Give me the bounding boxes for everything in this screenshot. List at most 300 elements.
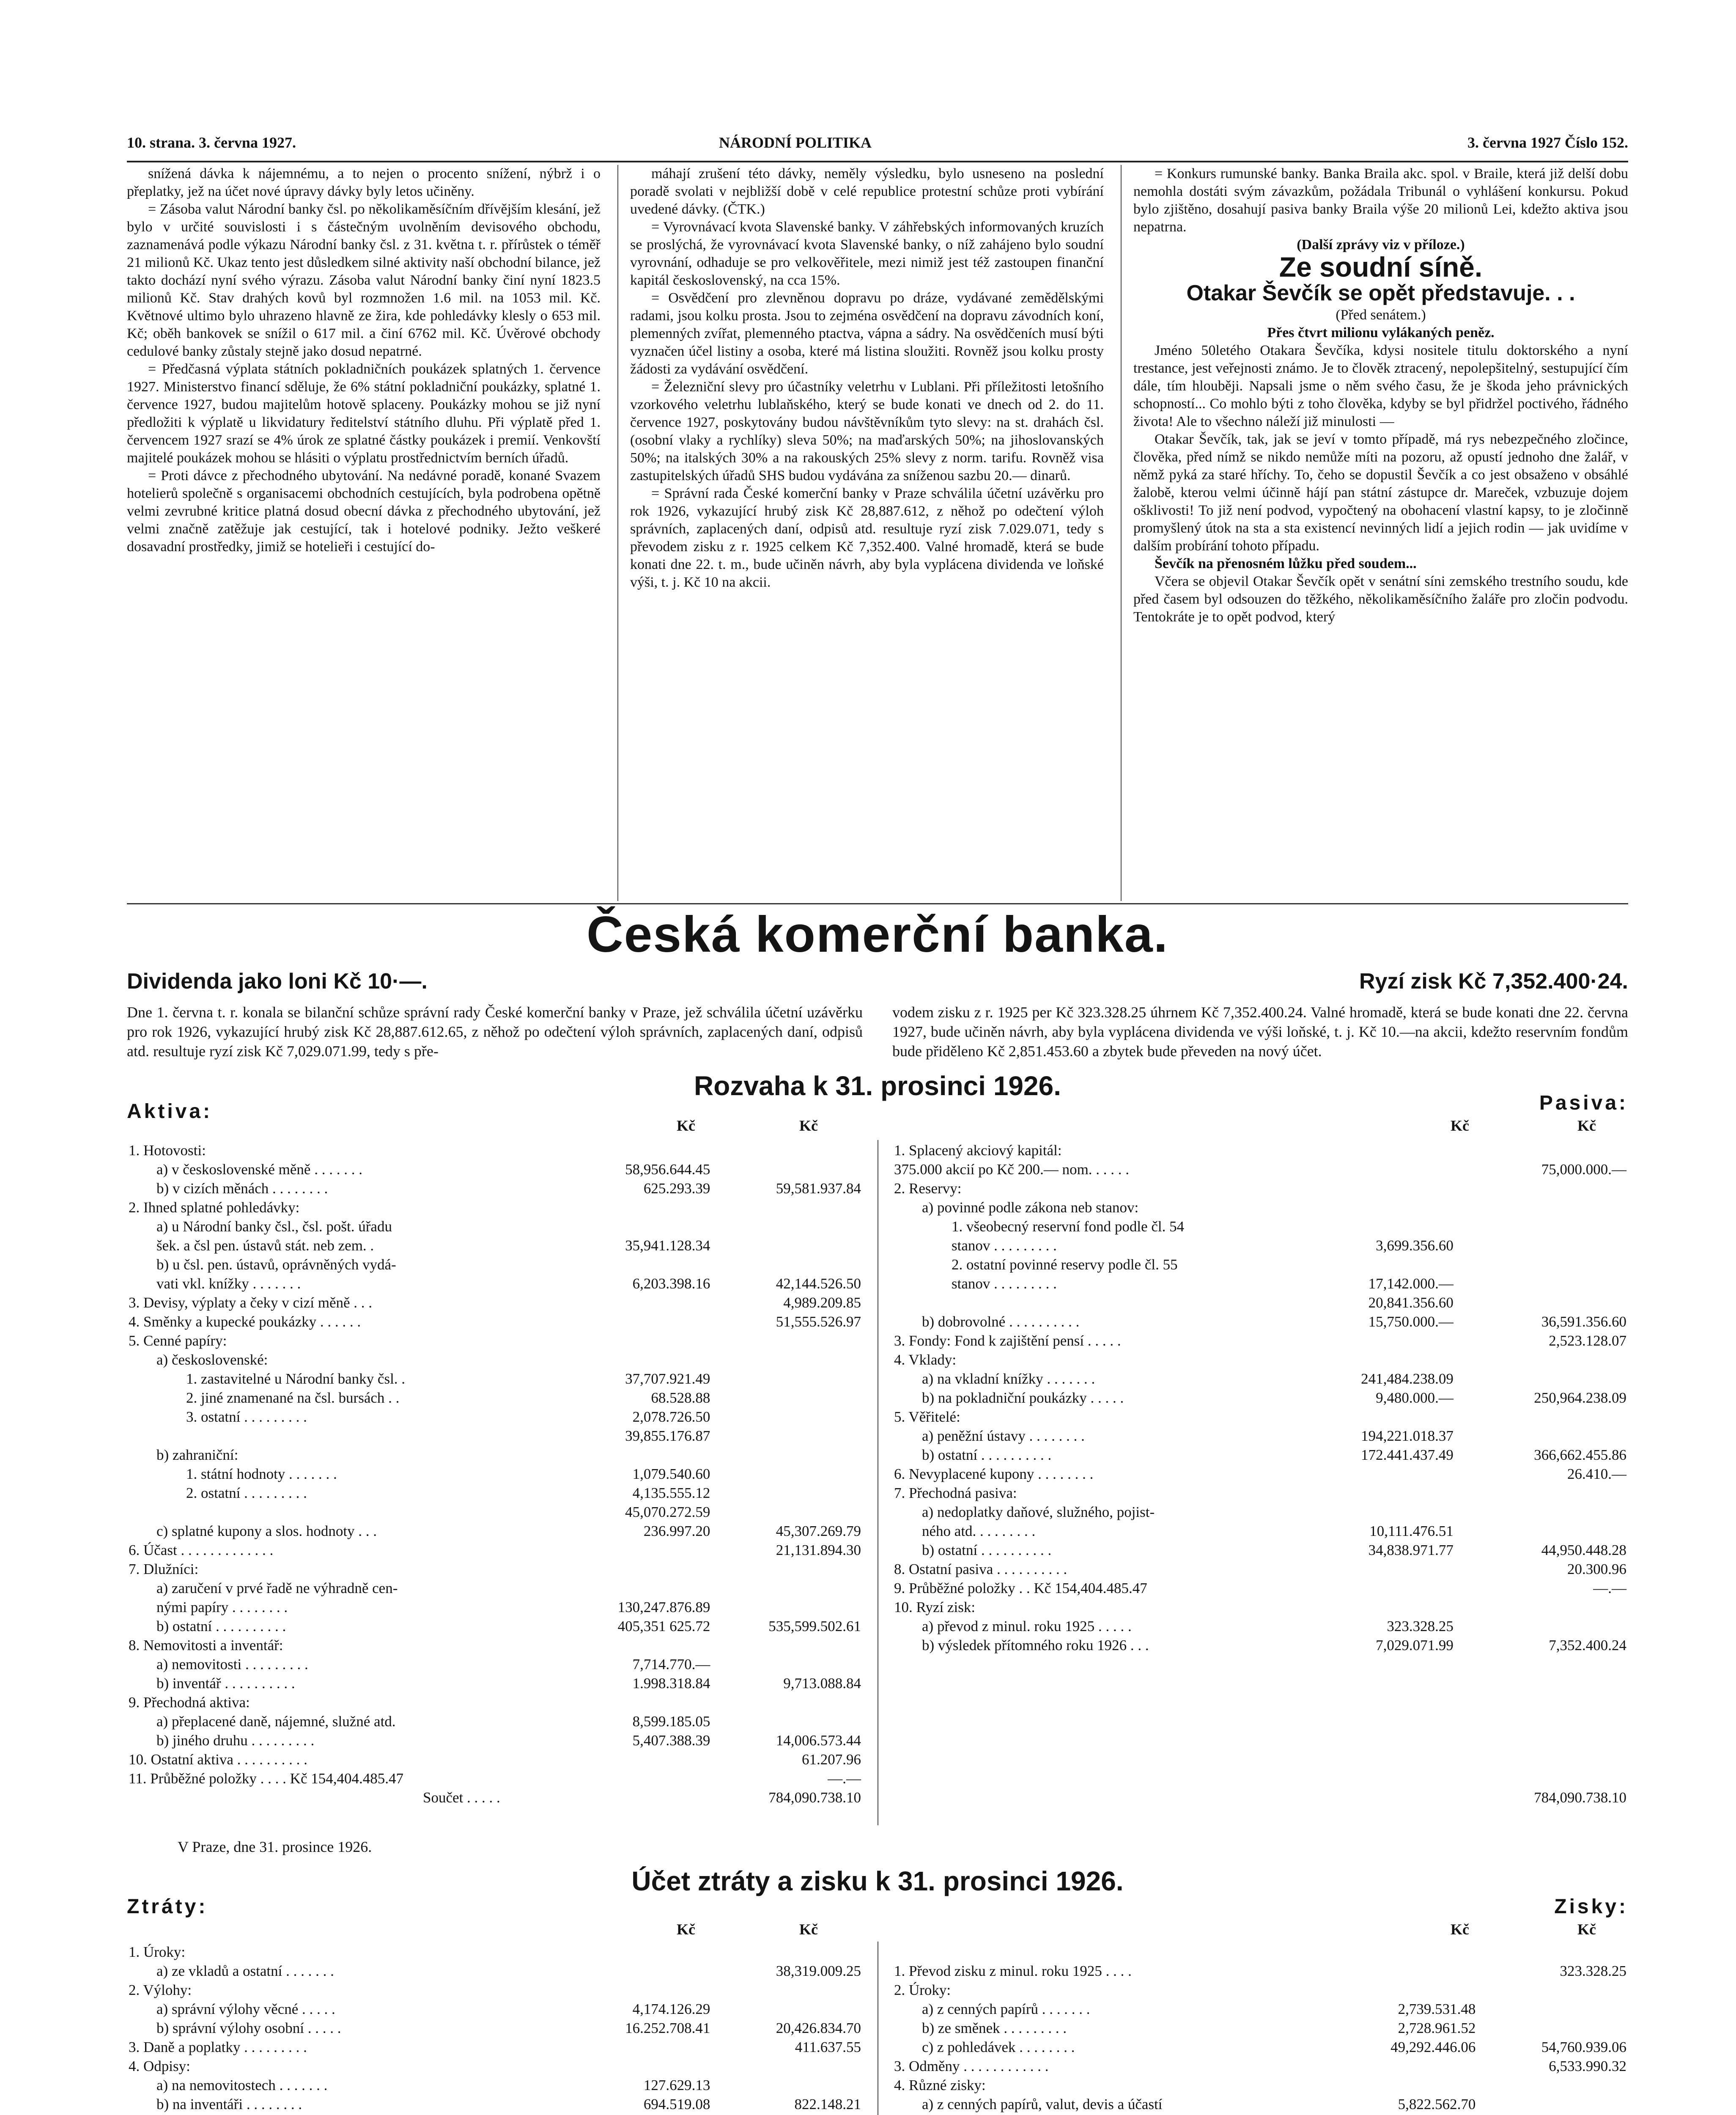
row-amount: 7,352.400.24 — [1549, 1637, 1626, 1654]
header-left: 10. strana. 3. června 1927. — [127, 134, 296, 151]
row-label: a) nedoplatky daňové, služného, pojist- — [922, 1504, 1155, 1520]
row-amount: 14,006.573.44 — [776, 1732, 861, 1749]
row-label — [892, 1942, 1327, 1961]
row-amount: 59,581.937.84 — [776, 1180, 861, 1197]
row-amount — [712, 1387, 863, 1406]
table-row — [892, 2094, 1628, 2113]
table-row — [127, 1980, 863, 1999]
row-amount: 38,319.009.25 — [776, 1963, 861, 1979]
row-amount — [1282, 1330, 1455, 1349]
row-amount: 9,480.000.— — [1376, 1390, 1454, 1406]
row-amount — [1282, 1768, 1455, 1787]
table-row — [127, 1502, 863, 1521]
row-amount — [712, 1483, 863, 1502]
row-amount — [712, 2113, 863, 2115]
row-amount: 4,174.126.29 — [632, 2001, 710, 2017]
row-amount — [1282, 1787, 1455, 1806]
table-row — [892, 1521, 1628, 1540]
row-amount: 4,135.555.12 — [632, 1485, 710, 1501]
table-row — [127, 1999, 863, 2018]
table-row — [892, 2113, 1628, 2115]
table-row — [892, 1578, 1628, 1597]
court-para: Otakar Ševčík, tak, jak se jeví v tomto případě, má rys nebezpečného zločince, člověka, před nímž se nikdo nemůže míti na pozoru, až opustí jednoho dne žalář, v němž pyká za staré hříchy. To, čeho se dopustil Ševčík a co jest obsaženo v obsáhlé žalobě, kterou velmi účinně hájí pan státní zástupce dr. Mareček, vzbuzuje dojem ošklivosti! To již není podvod, vypočtený na obohacení vlastní kapsy, to je zločinně promyšlený útok na sta a sta existencí nevinných lidí a jejich rodin — jak uvidíme v dalším probírání tohoto případu. — [1133, 431, 1628, 554]
row-amount: 1.998.318.84 — [632, 1675, 710, 1692]
row-amount: 4,989.209.85 — [783, 1294, 861, 1311]
row-label — [892, 1730, 1282, 1749]
row-label: a) na nemovitostech . . . . . . . — [156, 2077, 328, 2093]
table-row — [127, 1368, 863, 1387]
row-amount: 58,956.644.45 — [625, 1161, 710, 1178]
table-row — [127, 1616, 863, 1635]
table-row — [892, 1159, 1628, 1178]
row-amount: 7,029.071.99 — [1376, 1637, 1454, 1654]
row-label: 3. Odměny . . . . . . . . . . . . — [894, 2058, 1049, 2074]
row-amount — [1282, 1673, 1455, 1692]
row-amount — [712, 1197, 863, 1216]
col1-para: = Proti dávce z přechodného ubytování. Na nedávné poradě, konané Svazem hotelierů společně s organisacemi obchodních cestujících, byla podrobena opětně velmi zevrubné kritice platná dosud obecní dávka z přechodného ubytování, jež velmi značně zatěžuje jak cestující, tak i hotelové podniky. Ježto veškeré dosavadní prostředky, jimiž se hotelieři i cestující do- — [127, 468, 601, 555]
table-row — [127, 1578, 863, 1597]
table-row — [127, 1273, 863, 1292]
balance-title: Rozvaha k 31. prosinci 1926. — [694, 1071, 1061, 1101]
table-row — [127, 2037, 863, 2056]
row-label: a) z cenných papírů, valut, devis a účastí — [922, 2096, 1163, 2112]
row-amount — [712, 1711, 863, 1730]
table-row — [127, 2113, 863, 2115]
row-amount — [1455, 1692, 1628, 1711]
row-amount — [1455, 1292, 1628, 1311]
row-label: a) zaručení v prvé řadě ne výhradně cen- — [156, 1580, 398, 1596]
row-label — [892, 1673, 1282, 1692]
row-amount — [712, 1426, 863, 1445]
header-title: NÁRODNÍ POLITIKA — [719, 134, 872, 151]
row-amount — [1455, 1654, 1628, 1673]
row-amount: 6,533.990.32 — [1549, 2058, 1626, 2074]
row-amount — [561, 2113, 712, 2115]
table-row — [892, 2018, 1628, 2037]
section-rule — [127, 903, 1628, 904]
table-row — [127, 1961, 863, 1980]
row-amount — [561, 1768, 712, 1787]
court-subtitle: Otakar Ševčík se opět představuje. . . — [1186, 281, 1575, 305]
pasiva-table — [892, 1140, 1628, 1806]
table-row — [127, 1178, 863, 1197]
row-label: c) z pohledávek . . . . . . . . — [922, 2039, 1075, 2055]
row-label: b) výsledek přítomného roku 1926 . . . — [922, 1637, 1149, 1654]
row-amount — [561, 1330, 712, 1349]
dividend-subtitle: Dividenda jako loni Kč 10·—. — [127, 969, 428, 994]
row-label: b) správní výlohy osobní . . . . . — [156, 2020, 341, 2036]
row-label: a) přeplacené daně, nájemné, služné atd. — [156, 1713, 396, 1730]
row-amount — [1455, 1273, 1628, 1292]
row-label: 8. Ostatní pasiva . . . . . . . . . . — [894, 1561, 1067, 1577]
currency-label: Kč — [677, 1117, 695, 1134]
table-row — [892, 1368, 1628, 1387]
row-label: a) československé: — [156, 1351, 268, 1368]
row-amount — [561, 2056, 712, 2075]
row-amount — [1455, 1597, 1628, 1616]
table-row — [127, 1159, 863, 1178]
row-amount — [561, 2037, 712, 2056]
row-amount: 2,739.531.48 — [1398, 2001, 1476, 2017]
row-amount: 411.637.55 — [795, 2039, 861, 2055]
row-amount: 34,838.971.77 — [1368, 1542, 1454, 1558]
row-label: a) povinné podle zákona neb stanov: — [922, 1199, 1139, 1216]
row-amount — [1282, 1502, 1455, 1521]
row-amount — [1282, 1349, 1455, 1368]
newspaper-page — [127, 127, 1628, 2115]
row-amount — [712, 1349, 863, 1368]
row-amount: 16.252.708.41 — [625, 2020, 710, 2036]
row-label: 9. Průběžné položky . . Kč 154,404.485.47 — [894, 1580, 1147, 1596]
row-amount — [1477, 2075, 1628, 2094]
row-label — [892, 2113, 1327, 2115]
table-row — [892, 1961, 1628, 1980]
row-amount: 20,841.356.60 — [1368, 1294, 1454, 1311]
row-amount — [1282, 1254, 1455, 1273]
zisky-label: Zisky: — [1554, 1895, 1628, 1918]
table-row — [892, 1216, 1628, 1235]
row-amount — [561, 1578, 712, 1597]
ztraty-label: Ztráty: — [127, 1895, 208, 1918]
row-amount — [1477, 2094, 1628, 2113]
row-amount — [1282, 1711, 1455, 1730]
table-row — [892, 1292, 1628, 1311]
row-amount: 405,351 625.72 — [617, 1618, 710, 1634]
court-head: Přes čtvrt milionu vylákaných peněz. — [1267, 325, 1495, 341]
page-header — [127, 127, 1628, 162]
table-row — [127, 1445, 863, 1464]
table-row — [127, 1292, 863, 1311]
row-amount: 39,855.176.87 — [625, 1428, 710, 1444]
table-row — [892, 1980, 1628, 1999]
row-label: b) na inventáři . . . . . . . . — [156, 2096, 302, 2112]
row-amount: 42,144.526.50 — [776, 1275, 861, 1292]
row-amount: 127.629.13 — [643, 2077, 710, 2093]
header-right: 3. června 1927 Číslo 152. — [1467, 134, 1628, 151]
court-note: (Před senátem.) — [1336, 307, 1426, 323]
table-row — [892, 1426, 1628, 1445]
row-label: b) ze směnek . . . . . . . . . — [922, 2020, 1067, 2036]
row-amount: 35,941.128.34 — [625, 1237, 710, 1254]
row-label — [892, 1654, 1282, 1673]
table-row — [892, 1235, 1628, 1254]
row-amount — [1455, 1521, 1628, 1540]
row-label — [892, 1711, 1282, 1730]
row-label: a) ze vkladů a ostatní . . . . . . . — [156, 1963, 334, 1979]
table-row — [127, 1654, 863, 1673]
col1-para: = Předčasná výplata státních pokladničních poukázek splatných 1. července 1927. Ministerstvo financí sděluje, že 6% státní pokladniční poukázky, splatné 1. července 1927, budou majitelům hotově splaceny. Poukázky mohou se již nyní předložiti k výplatě u likvidatury ředitelství státního dluhu. Při výplatě před 1. červencem 1927 srazí se 4% úrok ze splatné částky poukázek i premií. Venkovští majitelé poukázek mohou se hlásiti o výplatu prostřednictvím berních úřadů. — [127, 361, 601, 466]
bank-intro-left: Dne 1. června t. r. konala se bilanční schůze správní rady České komerční banky v Praze, jež schválila účetní uzávěrku pro rok 1926, vykazující hrubý zisk Kč 28,887.612.65, z něhož po odečtení výloh správních, zaplacených daní, odpisů atd. resultuje ryzí zisk Kč 7,029.071.99, tedy s pře- — [127, 1004, 863, 1060]
court-subhead: Ševčík na přenosném lůžku před soudem... — [1155, 556, 1417, 571]
row-amount: 172.441.437.49 — [1361, 1447, 1454, 1463]
row-amount — [1455, 1406, 1628, 1426]
currency-label: Kč — [799, 1117, 818, 1134]
row-amount — [1282, 1216, 1455, 1235]
row-label: 7. Dlužníci: — [129, 1561, 199, 1577]
row-label — [892, 1787, 1282, 1806]
table-row — [127, 1768, 863, 1787]
row-amount: 625.293.39 — [643, 1180, 710, 1197]
row-label: b) v cizích měnách . . . . . . . . — [156, 1180, 328, 1197]
row-label: 4. Vklady: — [894, 1351, 957, 1368]
row-amount — [561, 1559, 712, 1578]
row-amount — [1282, 1749, 1455, 1768]
row-label: a) správní výlohy věcné . . . . . — [156, 2001, 335, 2017]
row-amount — [712, 1578, 863, 1597]
row-amount — [712, 1980, 863, 1999]
row-amount: —.— — [1593, 1580, 1626, 1596]
row-label: a) převod z minul. roku 1925 . . . . . — [922, 1618, 1132, 1634]
ztraty-table — [127, 1942, 863, 2115]
row-label: vati vkl. knížky . . . . . . . — [156, 1275, 301, 1292]
row-amount — [712, 1406, 863, 1426]
row-amount — [1327, 2075, 1478, 2094]
column-divider — [1121, 165, 1122, 901]
row-amount: 366,662.455.86 — [1534, 1447, 1626, 1463]
row-label: 3. Fondy: Fond k zajištění pensí . . . . . — [894, 1332, 1121, 1349]
col2-para: = Vyrovnávací kvota Slavenské banky. V záhřebských informovaných kruzích se proslýchá, že vyrovnávací kvota Slavenské banky, o níž zahájeno bylo soudní vyrovnání, odhaduje se pro velkověřitele, mezi nimiž jest též zastoupen finanční kapitál československý, na cca 15%. — [630, 219, 1104, 288]
row-label — [127, 1502, 561, 1521]
row-amount: 5,407.388.39 — [632, 1732, 710, 1749]
row-amount — [712, 1140, 863, 1159]
col2-para: = Železniční slevy pro účastníky veletrhu v Lublani. Při příležitosti letošního vzorkového veletrhu lublaňského, který se bude konati ve dnech od 2. do 11. července 1927, poskytovány budou návštěvníkům tyto slevy: na st. drahách čsl. (osobní vlaky a rychlíky) sleva 50%; na maďarských 50%; na jihoslovanských 50%; na italských 30% a na rakouských 25% slevy z norm. tarifu. Rovněž visa zastupitelských úřadů SHS budou vydávána za sníženou sazbu 20.— dinarů. — [630, 379, 1104, 483]
row-amount: 44,950.448.28 — [1541, 1542, 1626, 1558]
col2-para: = Správní rada České komerční banky v Praze schválila účetní uzávěrku pro rok 1926, vykazující hrubý zisk Kč 28,887.612, z něhož po odečtení výloh správních, zaplacených daní, odpisů atd. resultuje ryzí zisk 7.029.071, tedy s převodem zisku z r. 1925 celkem Kč 7,352.400. Valné hromadě, která se bude konati dne 22. t. m., bude učiněn návrh, aby byla vyplácena dividenda ve loňské výši, t. j. Kč 10 na akcii. — [630, 486, 1104, 590]
table-row — [127, 1330, 863, 1349]
table-row — [892, 1140, 1628, 1159]
row-amount — [712, 1597, 863, 1616]
col2-para: = Osvědčení pro zlevněnou dopravu po dráze, vydávané zemědělskými radami, jsou kolku prosta. Jsou to zejména osvědčení na dopravu závodních koní, plemenných zvířat, plemenného ptactva, vápna a sádry. Na osvědčeních musí býti vyznačen účel listiny a osoba, které má listina sloužiti. Rovněž jsou kolku prosty žádosti za vydávání osvědčení. — [630, 290, 1104, 377]
row-label: b) ostatní . . . . . . . . . . — [922, 1447, 1052, 1463]
row-amount — [1455, 1502, 1628, 1521]
row-label: a) u Národní banky čsl., čsl. pošt. úřadu — [156, 1218, 392, 1235]
row-amount: —.— — [828, 1770, 861, 1787]
table-row — [892, 1597, 1628, 1616]
currency-label: Kč — [677, 1921, 695, 1938]
row-amount — [1282, 1140, 1455, 1159]
row-amount: 9,713.088.84 — [783, 1675, 861, 1692]
row-label: 1. Převod zisku z minul. roku 1925 . . . . — [894, 1963, 1132, 1979]
table-row — [892, 1445, 1628, 1464]
table-row — [892, 1197, 1628, 1216]
row-amount — [1282, 1730, 1455, 1749]
row-amount: 236.997.20 — [643, 1523, 710, 1539]
row-amount: 241,484.238.09 — [1361, 1371, 1454, 1387]
table-row — [127, 2075, 863, 2094]
row-label — [892, 1749, 1282, 1768]
table-row — [127, 2094, 863, 2113]
row-label: 7. Přechodná pasiva: — [894, 1485, 1017, 1501]
row-label — [892, 1692, 1282, 1711]
row-amount — [1455, 1768, 1628, 1787]
row-amount — [561, 1961, 712, 1980]
table-row — [892, 1254, 1628, 1273]
bank-intro-right: vodem zisku z r. 1925 per Kč 323.328.25 úhrnem Kč 7,352.400.24. Valné hromadě, která se bude konati dne 22. června 1927, bude učiněn návrh, aby byla vyplácena dividenda ve výši loňské, t. j. Kč 10.—na akcii, kdežto reservním fondům bude přiděleno Kč 2,851.453.60 a zbytek bude převeden na nový účet. — [892, 1004, 1628, 1060]
table-row — [127, 1559, 863, 1578]
aktiva-label: Aktiva: — [127, 1100, 213, 1123]
court-para: Včera se objevil Otakar Ševčík opět v senátní síni zemského trestního soudu, kde před časem byl odsouzen do těžkého, několikaměsíčního žaláře pro zločin podvodu. Tentokráte je to opět podvod, který — [1133, 574, 1628, 625]
row-amount — [1477, 2113, 1628, 2115]
row-amount — [712, 1330, 863, 1349]
row-amount: 54,760.939.06 — [1541, 2039, 1626, 2055]
row-amount — [712, 1254, 863, 1273]
row-amount — [561, 1311, 712, 1330]
row-amount — [1282, 1483, 1455, 1502]
row-amount — [1327, 1942, 1478, 1961]
balance-signature: V Praze, dne 31. prosince 1926. — [178, 1838, 372, 1855]
court-title: Ze soudní síně. — [1279, 251, 1483, 283]
row-amount — [1455, 1140, 1628, 1159]
row-amount — [561, 1980, 712, 1999]
row-label: a) v československé měně . . . . . . . — [156, 1161, 362, 1178]
row-amount — [1282, 1197, 1455, 1216]
row-label: a) na vkladní knížky . . . . . . . — [922, 1371, 1095, 1387]
row-amount: 784,090.738.10 — [1534, 1789, 1626, 1806]
row-amount — [1455, 1178, 1628, 1197]
row-amount: 323.328.25 — [1387, 1618, 1454, 1634]
table-row — [892, 1616, 1628, 1635]
row-label: 4. Odpisy: — [129, 2058, 190, 2074]
table-row — [127, 1635, 863, 1654]
row-amount — [1455, 1254, 1628, 1273]
row-amount — [561, 1749, 712, 1768]
row-amount: 535,599.502.61 — [768, 1618, 861, 1634]
row-label: 375.000 akcií po Kč 200.— nom. . . . . . — [894, 1161, 1130, 1178]
table-row — [892, 1387, 1628, 1406]
currency-label: Kč — [1577, 1921, 1596, 1938]
table-row — [127, 1426, 863, 1445]
row-amount — [1282, 1654, 1455, 1673]
row-label: 6. Účast . . . . . . . . . . . . . — [129, 1542, 274, 1558]
table-row — [127, 1216, 863, 1235]
row-amount — [1282, 1464, 1455, 1483]
row-amount — [1282, 1692, 1455, 1711]
table-row — [892, 1311, 1628, 1330]
table-row — [892, 1749, 1628, 1768]
currency-label: Kč — [1451, 1921, 1469, 1938]
table-row — [892, 2075, 1628, 2094]
row-amount — [1282, 1159, 1455, 1178]
table-row — [892, 1654, 1628, 1673]
row-amount — [1455, 1235, 1628, 1254]
pasiva-label: Pasiva: — [1539, 1092, 1628, 1114]
row-amount: 37,707.921.49 — [625, 1371, 710, 1387]
row-amount: 61.207.96 — [802, 1751, 861, 1768]
news-column-2 — [630, 165, 1104, 901]
row-amount — [712, 1654, 863, 1673]
row-label: a) z cenných papírů . . . . . . . — [922, 2001, 1090, 2017]
table-row — [127, 1254, 863, 1273]
table-row — [892, 1483, 1628, 1502]
row-label: 1. zastavitelné u Národní banky čsl. . — [186, 1371, 406, 1387]
row-amount — [1455, 1749, 1628, 1768]
table-row — [127, 1730, 863, 1749]
row-amount — [712, 1235, 863, 1254]
row-amount — [712, 1559, 863, 1578]
table-row — [892, 1349, 1628, 1368]
row-label — [892, 1292, 1282, 1311]
row-amount: 21,131.894.30 — [776, 1542, 861, 1558]
news-column-3 — [1133, 165, 1628, 901]
table-row — [127, 1673, 863, 1692]
table-row — [892, 1787, 1628, 1806]
row-amount — [561, 1540, 712, 1559]
row-label: stanov . . . . . . . . . — [952, 1237, 1057, 1254]
row-label: b) ostatní . . . . . . . . . . — [922, 1542, 1052, 1558]
row-amount: 10,111.476.51 — [1369, 1523, 1454, 1539]
row-label: 2. Ihned splatné pohledávky: — [129, 1199, 300, 1216]
row-label: 2. jiné znamenané na čsl. bursách . . — [186, 1390, 400, 1406]
row-amount: 694.519.08 — [643, 2096, 710, 2112]
row-amount: 3,699.356.60 — [1376, 1237, 1454, 1254]
row-amount — [561, 1349, 712, 1368]
row-amount: 1,079.540.60 — [632, 1466, 710, 1482]
table-row — [892, 1768, 1628, 1787]
aktiva-table — [127, 1140, 863, 1806]
row-label: 10. Ostatní aktiva . . . . . . . . . . — [129, 1751, 307, 1768]
row-label: b) u čsl. pen. ústavů, oprávněných vydá- — [156, 1256, 396, 1273]
currency-label: Kč — [799, 1921, 818, 1938]
row-label — [127, 2113, 561, 2115]
column-divider — [617, 165, 618, 901]
currency-label: Kč — [1577, 1117, 1596, 1134]
row-amount — [1282, 1597, 1455, 1616]
row-amount — [1455, 1426, 1628, 1445]
table-row — [892, 1178, 1628, 1197]
row-amount — [1327, 1980, 1478, 1999]
table-row — [127, 1311, 863, 1330]
row-label: 1. státní hodnoty . . . . . . . — [186, 1466, 337, 1482]
row-label: 1. všeobecný reservní fond podle čl. 54 — [952, 1218, 1185, 1235]
row-amount: 75,000.000.— — [1541, 1161, 1626, 1178]
row-amount — [1282, 1178, 1455, 1197]
row-amount: 45,307.269.79 — [776, 1523, 861, 1539]
row-label: 5. Cenné papíry: — [129, 1332, 227, 1349]
row-amount — [561, 1787, 712, 1806]
news-column-1 — [127, 165, 601, 901]
row-amount — [1455, 1673, 1628, 1692]
row-label: 3. Devisy, výplaty a čeky v cizí měně . . . — [129, 1294, 373, 1311]
row-amount: 7,714.770.— — [632, 1656, 710, 1673]
table-row — [127, 1235, 863, 1254]
row-amount: 250,964.238.09 — [1534, 1390, 1626, 1406]
table-row — [892, 2056, 1628, 2075]
row-label: b) dobrovolné . . . . . . . . . . — [922, 1313, 1080, 1330]
row-amount — [1477, 1942, 1628, 1961]
row-label: a) peněžní ústavy . . . . . . . . — [922, 1428, 1085, 1444]
row-amount: 45,070.272.59 — [625, 1504, 710, 1520]
row-label: 10. Ryzí zisk: — [894, 1599, 976, 1615]
row-amount: 17,142.000.— — [1368, 1275, 1454, 1292]
row-amount — [1455, 1216, 1628, 1235]
table-row — [127, 1521, 863, 1540]
row-label — [892, 1768, 1282, 1787]
row-amount: 2,523.128.07 — [1549, 1332, 1626, 1349]
row-amount: 2,078.726.50 — [632, 1409, 710, 1425]
table-row — [127, 1942, 863, 1961]
row-label: 3. ostatní . . . . . . . . . — [186, 1409, 307, 1425]
row-amount — [1455, 1368, 1628, 1387]
row-amount — [712, 1692, 863, 1711]
row-amount — [561, 1635, 712, 1654]
row-label: ného atd. . . . . . . . . — [922, 1523, 1036, 1539]
row-amount — [561, 1292, 712, 1311]
row-amount — [561, 1197, 712, 1216]
row-label: šek. a čsl pen. ústavů stát. neb zem. . — [156, 1237, 374, 1254]
table-row — [127, 1349, 863, 1368]
col3-para: = Konkurs rumunské banky. Banka Braila akc. spol. v Braile, která již delší dobu nemohla dostáti svým závazkům, požádala Tribunál o vyhlášení konkursu. Pokud bylo zjištěno, dosahují pasiva banky Braila výše 20 milionů Lei, kdežto aktiva jsou nepatrna. — [1133, 166, 1628, 235]
row-label: 8. Nemovitosti a inventář: — [129, 1637, 283, 1654]
